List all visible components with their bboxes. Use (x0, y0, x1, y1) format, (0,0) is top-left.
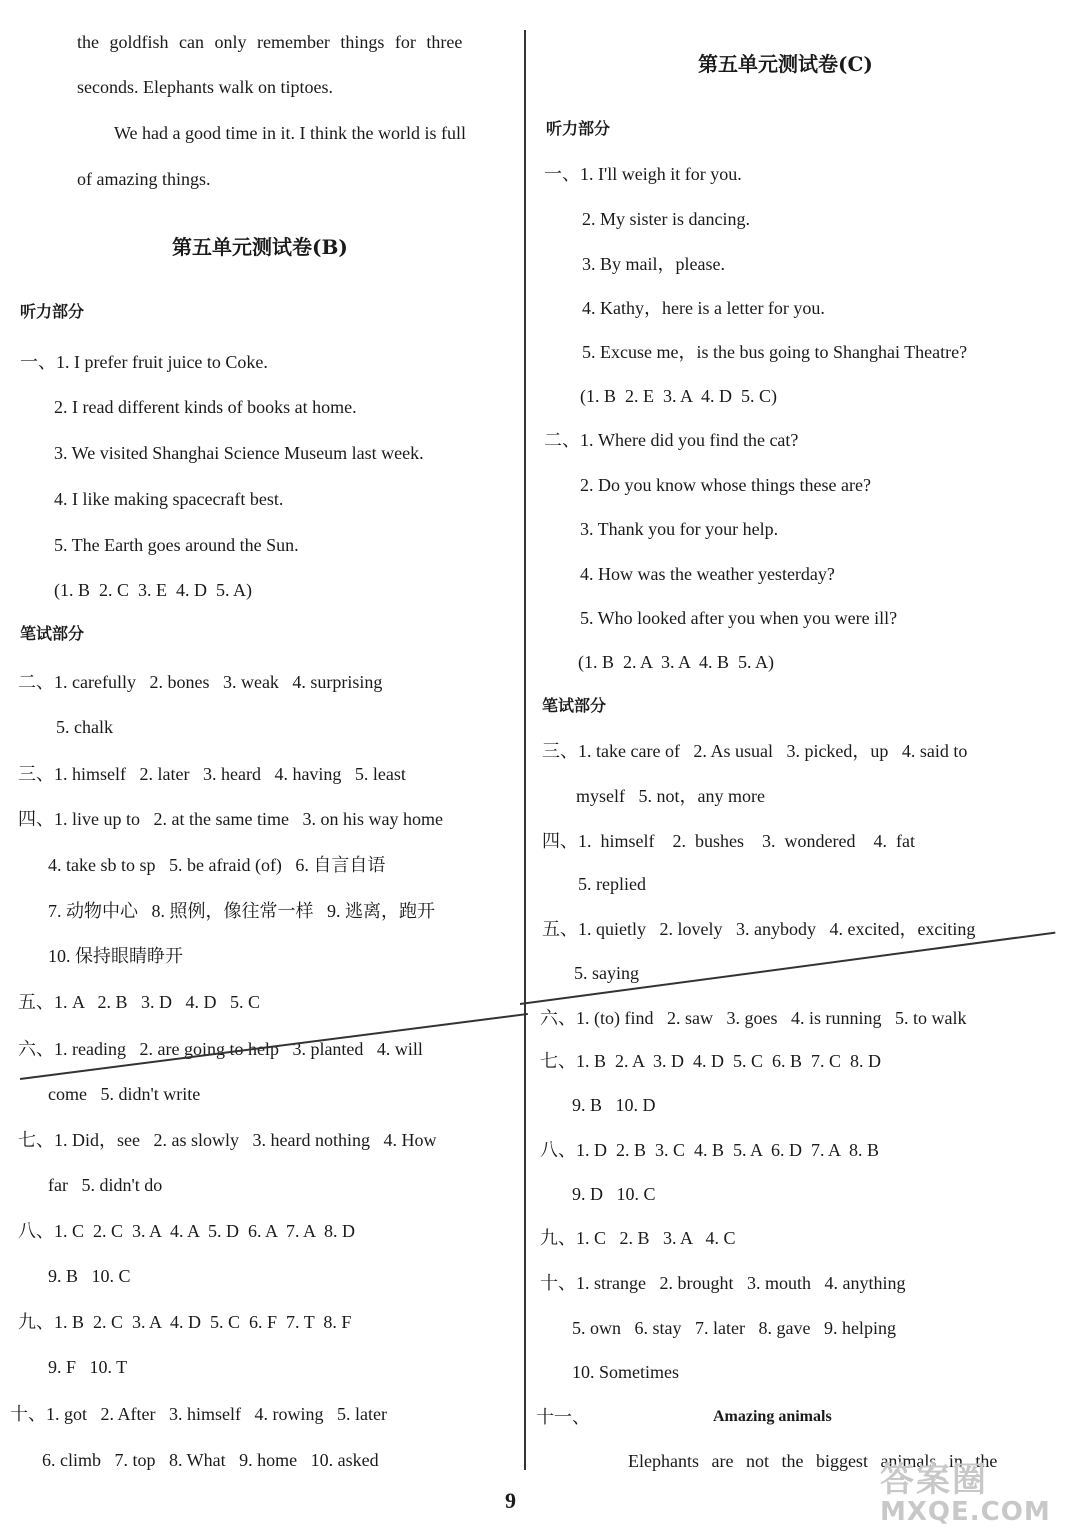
answer-line: 2. I read different kinds of books at home. (54, 397, 357, 417)
answer-line: 2. Do you know whose things these are? (580, 475, 871, 495)
answer-line: 9. D 10. C (572, 1184, 656, 1204)
answer-line: 九、1. B 2. C 3. A 4. D 5. C 6. F 7. T 8. F (18, 1312, 352, 1332)
answer-line: 7. 动物中心 8. 照例，像往常一样 9. 逃离，跑开 (48, 901, 435, 921)
watermark-logo (880, 1452, 1051, 1532)
section-heading-c: 第五单元测试卷(C) (698, 52, 873, 76)
page-number: 9 (505, 1488, 516, 1513)
answer-line: 三、1. take care of 2. As usual 3. picked，up 4. said to (542, 741, 968, 761)
passage-title: Amazing animals (713, 1408, 832, 1425)
answer-line: 一、1. I'll weigh it for you. (544, 164, 742, 184)
answer-key: (1. B 2. A 3. A 4. B 5. A) (578, 652, 775, 672)
watermark-bottom-text: MXQE.COM (880, 1497, 1051, 1527)
answer-line: 5. replied (578, 874, 646, 894)
answer-line: 10. Sometimes (572, 1362, 679, 1382)
answer-line: 10. 保持眼睛睁开 (48, 946, 183, 966)
answer-line: 二、1. Where did you find the cat? (544, 430, 799, 450)
listening-label: 听力部分 (546, 119, 611, 138)
answer-line: 3. Thank you for your help. (580, 519, 779, 539)
watermark-top-text: 答案圈 (880, 1460, 988, 1500)
answer-line: 五、1. A 2. B 3. D 4. D 5. C (18, 992, 261, 1012)
answer-line: far 5. didn't do (48, 1175, 163, 1195)
answer-line: come 5. didn't write (48, 1084, 201, 1104)
intro-line: We had a good time in it. I think the world is full (114, 123, 466, 143)
answer-line: 5. Excuse me，is the bus going to Shanghai Theatre? (582, 342, 968, 362)
answer-line: 七、1. Did，see 2. as slowly 3. heard nothing 4. How (18, 1130, 437, 1150)
answer-line: 4. I like making spacecraft best. (54, 489, 284, 509)
writing-label: 笔试部分 (542, 696, 607, 715)
answer-line: 4. take sb to sp 5. be afraid (of) 6. 自言自语 (48, 855, 386, 875)
answer-line: 五、1. quietly 2. lovely 3. anybody 4. excited，exciting (542, 919, 976, 939)
answer-line: 4. How was the weather yesterday? (580, 564, 835, 584)
answer-line: 5. saying (574, 963, 639, 983)
answer-line: 3. We visited Shanghai Science Museum last week. (54, 443, 424, 463)
answer-line: 三、1. himself 2. later 3. heard 4. having 5. least (18, 764, 406, 784)
listening-label: 听力部分 (20, 302, 85, 321)
intro-line: the goldfish can only remember things for three (77, 32, 463, 52)
passage-line: Elephants are not the biggest animals in the (628, 1451, 998, 1471)
answer-line: 二、1. carefully 2. bones 3. weak 4. surprising (18, 672, 383, 692)
column-divider (524, 30, 526, 1470)
answer-key: (1. B 2. C 3. E 4. D 5. A) (54, 580, 252, 600)
answer-line: 9. B 10. C (48, 1266, 131, 1286)
writing-label: 笔试部分 (20, 624, 85, 643)
answer-line: 十一、 (536, 1407, 590, 1427)
answer-line: 3. By mail，please. (582, 254, 725, 274)
answer-line: 十、1. got 2. After 3. himself 4. rowing 5. later (10, 1404, 387, 1424)
answer-line: 一、1. I prefer fruit juice to Coke. (20, 352, 268, 372)
answer-line: 5. own 6. stay 7. later 8. gave 9. helping (572, 1318, 896, 1338)
answer-line: 9. F 10. T (48, 1357, 128, 1377)
intro-line: of amazing things. (77, 169, 211, 189)
answer-line: 十、1. strange 2. brought 3. mouth 4. anything (540, 1273, 906, 1293)
answer-line: 2. My sister is dancing. (582, 209, 750, 229)
answer-line: 八、1. C 2. C 3. A 4. A 5. D 6. A 7. A 8. D (18, 1221, 356, 1241)
answer-line: 八、1. D 2. B 3. C 4. B 5. A 6. D 7. A 8. B (540, 1140, 880, 1160)
answer-line: 5. The Earth goes around the Sun. (54, 535, 299, 555)
answer-line: 6. climb 7. top 8. What 9. home 10. asked (42, 1450, 379, 1470)
answer-line: 5. chalk (56, 717, 113, 737)
answer-line: 九、1. C 2. B 3. A 4. C (540, 1228, 736, 1248)
answer-line: 四、1. live up to 2. at the same time 3. on his way home (18, 809, 443, 829)
answer-line: 4. Kathy，here is a letter for you. (582, 298, 825, 318)
answer-line: 四、1. himself 2. bushes 3. wondered 4. fat (542, 831, 915, 851)
answer-line: 5. Who looked after you when you were ill? (580, 608, 898, 628)
intro-line: seconds. Elephants walk on tiptoes. (77, 77, 333, 97)
answer-line: 七、1. B 2. A 3. D 4. D 5. C 6. B 7. C 8. D (540, 1051, 882, 1071)
answer-line: 六、1. (to) find 2. saw 3. goes 4. is running 5. to walk (540, 1008, 967, 1028)
answer-key: (1. B 2. E 3. A 4. D 5. C) (580, 386, 778, 406)
answer-line: 六、1. reading 2. are going to help 3. planted 4. will (18, 1039, 423, 1059)
answer-line: myself 5. not，any more (576, 786, 765, 806)
section-heading-b: 第五单元测试卷(B) (172, 235, 348, 259)
answer-line: 9. B 10. D (572, 1095, 656, 1115)
